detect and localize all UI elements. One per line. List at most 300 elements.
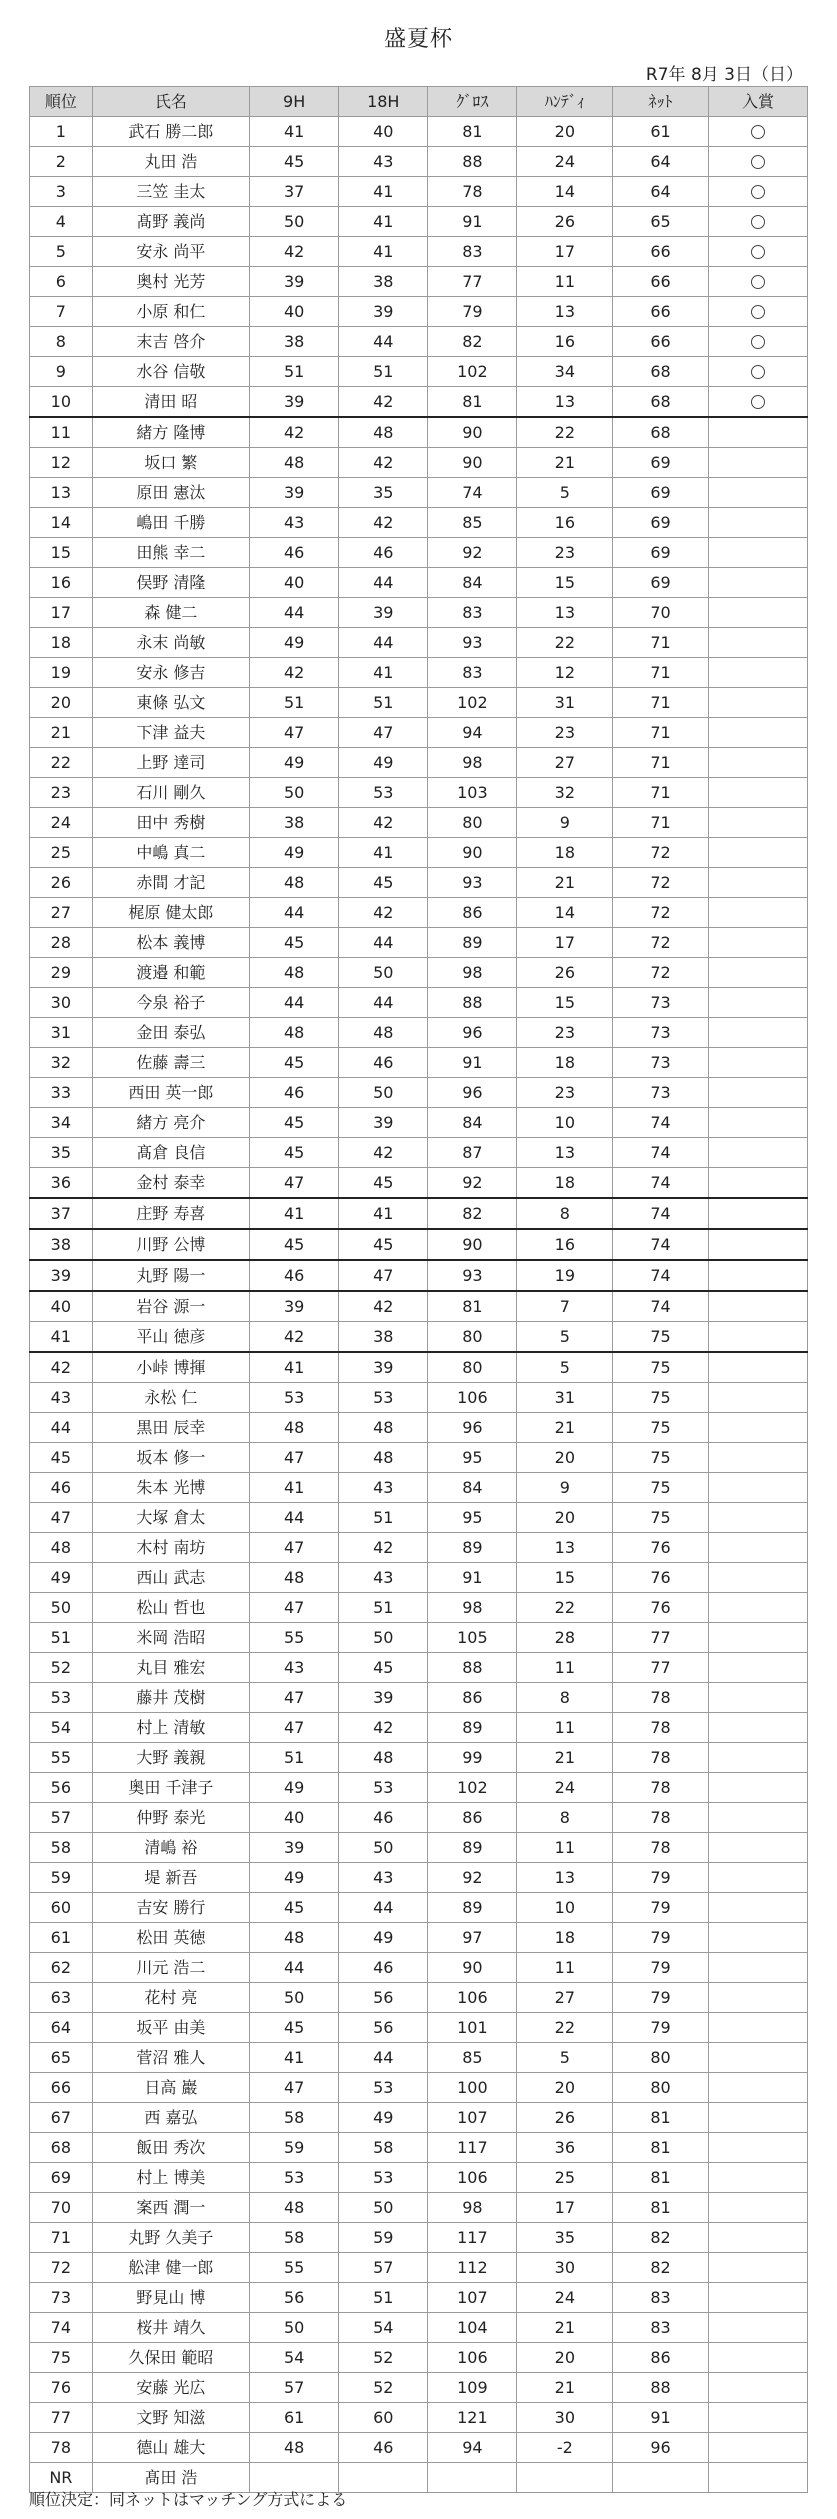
gross-cell: 82 bbox=[428, 327, 517, 357]
back-nine-cell: 41 bbox=[339, 1198, 428, 1229]
name-cell: 佐藤 壽三 bbox=[92, 1048, 249, 1078]
front-nine-cell: 59 bbox=[250, 2133, 339, 2163]
table-row bbox=[30, 1048, 808, 1078]
circle-icon bbox=[751, 335, 765, 349]
front-nine-cell: 40 bbox=[250, 1803, 339, 1833]
gross-cell: 100 bbox=[428, 2073, 517, 2103]
prize-cell bbox=[708, 1383, 807, 1413]
back-nine-cell: 53 bbox=[339, 778, 428, 808]
table-row bbox=[30, 988, 808, 1018]
back-nine-cell: 50 bbox=[339, 958, 428, 988]
front-nine-cell: 40 bbox=[250, 568, 339, 598]
front-nine-cell: 45 bbox=[250, 928, 339, 958]
name-cell: 文野 知滋 bbox=[92, 2403, 249, 2433]
name-cell: 金田 泰弘 bbox=[92, 1018, 249, 1048]
front-nine-cell: 50 bbox=[250, 778, 339, 808]
table-row bbox=[30, 1322, 808, 1353]
handicap-cell: 31 bbox=[517, 1383, 613, 1413]
rank-cell: 35 bbox=[30, 1138, 93, 1168]
prize-cell bbox=[708, 718, 807, 748]
name-cell: 川元 浩二 bbox=[92, 1953, 249, 1983]
table-row bbox=[30, 1953, 808, 1983]
handicap-cell: 9 bbox=[517, 1473, 613, 1503]
name-cell: 黒田 辰幸 bbox=[92, 1413, 249, 1443]
back-nine-cell: 40 bbox=[339, 117, 428, 147]
front-nine-cell: 50 bbox=[250, 207, 339, 237]
gross-cell: 84 bbox=[428, 1473, 517, 1503]
front-nine-cell: 47 bbox=[250, 2073, 339, 2103]
rank-cell: 66 bbox=[30, 2073, 93, 2103]
back-nine-cell: 56 bbox=[339, 1983, 428, 2013]
front-nine-cell: 41 bbox=[250, 1473, 339, 1503]
front-nine-cell: 39 bbox=[250, 1833, 339, 1863]
prize-cell bbox=[708, 1198, 807, 1229]
table-row bbox=[30, 2013, 808, 2043]
gross-cell: 91 bbox=[428, 207, 517, 237]
back-nine-cell: 44 bbox=[339, 988, 428, 1018]
name-cell: 松山 哲也 bbox=[92, 1593, 249, 1623]
back-nine-cell: 46 bbox=[339, 1803, 428, 1833]
gross-cell: 89 bbox=[428, 1533, 517, 1563]
table-row bbox=[30, 1743, 808, 1773]
gross-cell: 104 bbox=[428, 2313, 517, 2343]
table-row bbox=[30, 1413, 808, 1443]
table-row bbox=[30, 2433, 808, 2463]
net-cell: 78 bbox=[613, 1713, 709, 1743]
table-row bbox=[30, 1078, 808, 1108]
gross-cell: 95 bbox=[428, 1443, 517, 1473]
net-cell: 83 bbox=[613, 2283, 709, 2313]
rank-cell: 27 bbox=[30, 898, 93, 928]
name-cell: 堤 新吾 bbox=[92, 1863, 249, 1893]
name-cell: 水谷 信敬 bbox=[92, 357, 249, 387]
front-nine-cell: 47 bbox=[250, 1713, 339, 1743]
table-row bbox=[30, 207, 808, 237]
net-cell: 64 bbox=[613, 177, 709, 207]
handicap-cell bbox=[517, 2463, 613, 2493]
front-nine-cell: 47 bbox=[250, 1443, 339, 1473]
gross-cell: 83 bbox=[428, 598, 517, 628]
front-nine-cell: 41 bbox=[250, 2043, 339, 2073]
front-nine-cell: 44 bbox=[250, 988, 339, 1018]
gross-cell: 98 bbox=[428, 1593, 517, 1623]
gross-cell: 97 bbox=[428, 1923, 517, 1953]
gross-cell: 105 bbox=[428, 1623, 517, 1653]
back-nine-cell: 44 bbox=[339, 327, 428, 357]
net-cell: 72 bbox=[613, 928, 709, 958]
handicap-cell: 13 bbox=[517, 1533, 613, 1563]
front-nine-cell: 58 bbox=[250, 2223, 339, 2253]
rank-cell: 33 bbox=[30, 1078, 93, 1108]
gross-cell: 102 bbox=[428, 688, 517, 718]
table-row bbox=[30, 688, 808, 718]
handicap-cell: -2 bbox=[517, 2433, 613, 2463]
rank-cell: 15 bbox=[30, 538, 93, 568]
prize-cell bbox=[708, 1683, 807, 1713]
back-nine-cell: 50 bbox=[339, 1078, 428, 1108]
rank-cell: 40 bbox=[30, 1291, 93, 1322]
back-nine-cell bbox=[339, 2463, 428, 2493]
table-row bbox=[30, 1653, 808, 1683]
rank-cell: 78 bbox=[30, 2433, 93, 2463]
back-nine-cell: 48 bbox=[339, 417, 428, 448]
net-cell: 72 bbox=[613, 868, 709, 898]
header-handicap: ﾊﾝﾃﾞｨ bbox=[517, 87, 613, 117]
prize-cell bbox=[708, 598, 807, 628]
name-cell: 丸野 陽一 bbox=[92, 1260, 249, 1291]
handicap-cell: 5 bbox=[517, 1352, 613, 1383]
table-row bbox=[30, 2223, 808, 2253]
gross-cell: 78 bbox=[428, 177, 517, 207]
rank-cell: 68 bbox=[30, 2133, 93, 2163]
prize-cell bbox=[708, 207, 807, 237]
table-row bbox=[30, 748, 808, 778]
front-nine-cell: 55 bbox=[250, 1623, 339, 1653]
back-nine-cell: 51 bbox=[339, 1593, 428, 1623]
prize-cell bbox=[708, 2013, 807, 2043]
back-nine-cell: 46 bbox=[339, 2433, 428, 2463]
front-nine-cell: 49 bbox=[250, 1863, 339, 1893]
handicap-cell: 18 bbox=[517, 1923, 613, 1953]
back-nine-cell: 41 bbox=[339, 838, 428, 868]
prize-cell bbox=[708, 1533, 807, 1563]
gross-cell: 91 bbox=[428, 1563, 517, 1593]
back-nine-cell: 48 bbox=[339, 1443, 428, 1473]
name-cell: 中嶋 真二 bbox=[92, 838, 249, 868]
prize-cell bbox=[708, 508, 807, 538]
rank-cell: 17 bbox=[30, 598, 93, 628]
net-cell: 73 bbox=[613, 988, 709, 1018]
rank-cell: 28 bbox=[30, 928, 93, 958]
name-cell: 野見山 博 bbox=[92, 2283, 249, 2313]
rank-cell: 52 bbox=[30, 1653, 93, 1683]
net-cell: 78 bbox=[613, 1683, 709, 1713]
net-cell: 75 bbox=[613, 1383, 709, 1413]
name-cell: 小峠 博揮 bbox=[92, 1352, 249, 1383]
net-cell: 66 bbox=[613, 327, 709, 357]
handicap-cell: 34 bbox=[517, 357, 613, 387]
name-cell: 米岡 浩昭 bbox=[92, 1623, 249, 1653]
net-cell: 69 bbox=[613, 508, 709, 538]
front-nine-cell: 49 bbox=[250, 838, 339, 868]
handicap-cell: 24 bbox=[517, 1773, 613, 1803]
name-cell: 髙倉 良信 bbox=[92, 1138, 249, 1168]
back-nine-cell: 49 bbox=[339, 1923, 428, 1953]
rank-cell: 22 bbox=[30, 748, 93, 778]
prize-cell bbox=[708, 2133, 807, 2163]
handicap-cell: 11 bbox=[517, 1953, 613, 1983]
back-nine-cell: 42 bbox=[339, 1533, 428, 1563]
handicap-cell: 11 bbox=[517, 1713, 613, 1743]
table-row bbox=[30, 1291, 808, 1322]
front-nine-cell: 50 bbox=[250, 1983, 339, 2013]
table-row bbox=[30, 568, 808, 598]
rank-cell: 4 bbox=[30, 207, 93, 237]
front-nine-cell: 39 bbox=[250, 267, 339, 297]
circle-icon bbox=[751, 155, 765, 169]
rank-cell: 11 bbox=[30, 417, 93, 448]
gross-cell: 90 bbox=[428, 417, 517, 448]
net-cell: 74 bbox=[613, 1108, 709, 1138]
prize-cell bbox=[708, 2403, 807, 2433]
rank-cell: 64 bbox=[30, 2013, 93, 2043]
table-row bbox=[30, 808, 808, 838]
gross-cell: 84 bbox=[428, 568, 517, 598]
back-nine-cell: 39 bbox=[339, 1352, 428, 1383]
net-cell: 66 bbox=[613, 297, 709, 327]
net-cell: 75 bbox=[613, 1322, 709, 1353]
handicap-cell: 35 bbox=[517, 2223, 613, 2253]
handicap-cell: 18 bbox=[517, 1168, 613, 1199]
rank-cell: 19 bbox=[30, 658, 93, 688]
prize-cell bbox=[708, 778, 807, 808]
back-nine-cell: 38 bbox=[339, 1322, 428, 1353]
name-cell: 清田 昭 bbox=[92, 387, 249, 418]
prize-cell bbox=[708, 1168, 807, 1199]
net-cell: 76 bbox=[613, 1563, 709, 1593]
front-nine-cell: 48 bbox=[250, 1018, 339, 1048]
gross-cell: 101 bbox=[428, 2013, 517, 2043]
name-cell: 嶋田 千勝 bbox=[92, 508, 249, 538]
front-nine-cell: 45 bbox=[250, 1108, 339, 1138]
back-nine-cell: 54 bbox=[339, 2313, 428, 2343]
prize-cell bbox=[708, 2253, 807, 2283]
gross-cell: 107 bbox=[428, 2103, 517, 2133]
net-cell: 69 bbox=[613, 478, 709, 508]
handicap-cell: 12 bbox=[517, 658, 613, 688]
rank-cell: 7 bbox=[30, 297, 93, 327]
prize-cell bbox=[708, 1593, 807, 1623]
net-cell: 78 bbox=[613, 1833, 709, 1863]
prize-cell bbox=[708, 1923, 807, 1953]
front-nine-cell: 38 bbox=[250, 327, 339, 357]
net-cell: 75 bbox=[613, 1473, 709, 1503]
handicap-cell: 18 bbox=[517, 1048, 613, 1078]
front-nine-cell: 46 bbox=[250, 538, 339, 568]
header-row bbox=[30, 87, 808, 117]
table-row bbox=[30, 958, 808, 988]
name-cell: 吉安 勝行 bbox=[92, 1893, 249, 1923]
handicap-cell: 21 bbox=[517, 868, 613, 898]
table-row bbox=[30, 658, 808, 688]
net-cell: 79 bbox=[613, 1983, 709, 2013]
rank-cell: 29 bbox=[30, 958, 93, 988]
name-cell: 大塚 倉太 bbox=[92, 1503, 249, 1533]
name-cell: 飯田 秀次 bbox=[92, 2133, 249, 2163]
front-nine-cell: 53 bbox=[250, 2163, 339, 2193]
rank-cell: 13 bbox=[30, 478, 93, 508]
prize-cell bbox=[708, 1291, 807, 1322]
net-cell: 78 bbox=[613, 1773, 709, 1803]
circle-icon bbox=[751, 395, 765, 409]
net-cell: 74 bbox=[613, 1229, 709, 1260]
net-cell: 79 bbox=[613, 1863, 709, 1893]
net-cell: 71 bbox=[613, 718, 709, 748]
handicap-cell: 26 bbox=[517, 2103, 613, 2133]
page-title: 盛夏杯 bbox=[383, 27, 453, 52]
back-nine-cell: 43 bbox=[339, 1863, 428, 1893]
net-cell: 75 bbox=[613, 1413, 709, 1443]
table-row bbox=[30, 2283, 808, 2313]
rank-cell: 9 bbox=[30, 357, 93, 387]
handicap-cell: 15 bbox=[517, 988, 613, 1018]
header-name: 氏名 bbox=[92, 87, 249, 117]
gross-cell: 98 bbox=[428, 958, 517, 988]
net-cell: 75 bbox=[613, 1443, 709, 1473]
prize-cell bbox=[708, 1413, 807, 1443]
gross-cell: 106 bbox=[428, 2163, 517, 2193]
net-cell: 77 bbox=[613, 1623, 709, 1653]
name-cell: 東條 弘文 bbox=[92, 688, 249, 718]
name-cell: 安永 尚平 bbox=[92, 237, 249, 267]
back-nine-cell: 60 bbox=[339, 2403, 428, 2433]
rank-cell: 44 bbox=[30, 1413, 93, 1443]
table-row bbox=[30, 1863, 808, 1893]
front-nine-cell: 51 bbox=[250, 357, 339, 387]
prize-cell bbox=[708, 1983, 807, 2013]
rank-cell: 26 bbox=[30, 868, 93, 898]
name-cell: 村上 清敏 bbox=[92, 1713, 249, 1743]
rank-cell: 59 bbox=[30, 1863, 93, 1893]
table-row bbox=[30, 1229, 808, 1260]
net-cell: 81 bbox=[613, 2163, 709, 2193]
prize-cell bbox=[708, 1078, 807, 1108]
handicap-cell: 36 bbox=[517, 2133, 613, 2163]
name-cell: 今泉 裕子 bbox=[92, 988, 249, 1018]
gross-cell: 98 bbox=[428, 2193, 517, 2223]
table-row bbox=[30, 1773, 808, 1803]
back-nine-cell: 43 bbox=[339, 1563, 428, 1593]
handicap-cell: 25 bbox=[517, 2163, 613, 2193]
back-nine-cell: 44 bbox=[339, 568, 428, 598]
prize-cell bbox=[708, 147, 807, 177]
back-nine-cell: 46 bbox=[339, 1953, 428, 1983]
front-nine-cell: 47 bbox=[250, 1168, 339, 1199]
table-row bbox=[30, 177, 808, 207]
gross-cell: 82 bbox=[428, 1198, 517, 1229]
net-cell: 81 bbox=[613, 2193, 709, 2223]
handicap-cell: 8 bbox=[517, 1683, 613, 1713]
name-cell: 小原 和仁 bbox=[92, 297, 249, 327]
gross-cell: 91 bbox=[428, 1048, 517, 1078]
gross-cell: 106 bbox=[428, 2343, 517, 2373]
rank-cell: 12 bbox=[30, 448, 93, 478]
rank-cell: 55 bbox=[30, 1743, 93, 1773]
handicap-cell: 20 bbox=[517, 1443, 613, 1473]
rank-cell: 60 bbox=[30, 1893, 93, 1923]
table-row bbox=[30, 928, 808, 958]
net-cell: 83 bbox=[613, 2313, 709, 2343]
prize-cell bbox=[708, 448, 807, 478]
net-cell: 74 bbox=[613, 1291, 709, 1322]
table-row bbox=[30, 598, 808, 628]
front-nine-cell: 47 bbox=[250, 718, 339, 748]
prize-cell bbox=[708, 988, 807, 1018]
gross-cell: 107 bbox=[428, 2283, 517, 2313]
gross-cell: 80 bbox=[428, 1322, 517, 1353]
net-cell bbox=[613, 2463, 709, 2493]
front-nine-cell: 56 bbox=[250, 2283, 339, 2313]
prize-cell bbox=[708, 237, 807, 267]
table-row bbox=[30, 538, 808, 568]
handicap-cell: 23 bbox=[517, 1078, 613, 1108]
handicap-cell: 5 bbox=[517, 478, 613, 508]
handicap-cell: 20 bbox=[517, 117, 613, 147]
prize-cell bbox=[708, 658, 807, 688]
prize-cell bbox=[708, 628, 807, 658]
rank-cell: 41 bbox=[30, 1322, 93, 1353]
table-row bbox=[30, 2373, 808, 2403]
circle-icon bbox=[751, 245, 765, 259]
rank-cell: 25 bbox=[30, 838, 93, 868]
table-row bbox=[30, 327, 808, 357]
net-cell: 75 bbox=[613, 1503, 709, 1533]
handicap-cell: 17 bbox=[517, 2193, 613, 2223]
handicap-cell: 16 bbox=[517, 1229, 613, 1260]
rank-cell: 6 bbox=[30, 267, 93, 297]
handicap-cell: 7 bbox=[517, 1291, 613, 1322]
handicap-cell: 16 bbox=[517, 327, 613, 357]
prize-cell bbox=[708, 2043, 807, 2073]
gross-cell: 96 bbox=[428, 1018, 517, 1048]
net-cell: 80 bbox=[613, 2043, 709, 2073]
front-nine-cell: 43 bbox=[250, 508, 339, 538]
table-row bbox=[30, 1473, 808, 1503]
header-gross: ｸﾞﾛｽ bbox=[428, 87, 517, 117]
handicap-cell: 22 bbox=[517, 417, 613, 448]
table-row bbox=[30, 898, 808, 928]
back-nine-cell: 39 bbox=[339, 297, 428, 327]
rank-cell: 37 bbox=[30, 1198, 93, 1229]
net-cell: 81 bbox=[613, 2133, 709, 2163]
name-cell: 丸田 浩 bbox=[92, 147, 249, 177]
back-nine-cell: 39 bbox=[339, 598, 428, 628]
handicap-cell: 23 bbox=[517, 538, 613, 568]
table-row bbox=[30, 1803, 808, 1833]
rank-cell: 38 bbox=[30, 1229, 93, 1260]
net-cell: 66 bbox=[613, 267, 709, 297]
back-nine-cell: 41 bbox=[339, 207, 428, 237]
back-nine-cell: 42 bbox=[339, 808, 428, 838]
rank-cell: 20 bbox=[30, 688, 93, 718]
back-nine-cell: 42 bbox=[339, 387, 428, 418]
circle-icon bbox=[751, 185, 765, 199]
net-cell: 96 bbox=[613, 2433, 709, 2463]
handicap-cell: 5 bbox=[517, 2043, 613, 2073]
front-nine-cell: 44 bbox=[250, 1503, 339, 1533]
table-row bbox=[30, 1533, 808, 1563]
prize-cell bbox=[708, 1048, 807, 1078]
front-nine-cell: 57 bbox=[250, 2373, 339, 2403]
rank-cell: 8 bbox=[30, 327, 93, 357]
rank-cell: 67 bbox=[30, 2103, 93, 2133]
name-cell: 庄野 寿喜 bbox=[92, 1198, 249, 1229]
front-nine-cell: 42 bbox=[250, 658, 339, 688]
front-nine-cell: 47 bbox=[250, 1683, 339, 1713]
net-cell: 68 bbox=[613, 387, 709, 418]
prize-cell bbox=[708, 1773, 807, 1803]
gross-cell: 79 bbox=[428, 297, 517, 327]
back-nine-cell: 39 bbox=[339, 1683, 428, 1713]
back-nine-cell: 51 bbox=[339, 2283, 428, 2313]
table-row bbox=[30, 1260, 808, 1291]
name-cell: 花村 亮 bbox=[92, 1983, 249, 2013]
back-nine-cell: 46 bbox=[339, 1048, 428, 1078]
gross-cell: 90 bbox=[428, 838, 517, 868]
handicap-cell: 21 bbox=[517, 448, 613, 478]
rank-cell: 62 bbox=[30, 1953, 93, 1983]
rank-cell: 42 bbox=[30, 1352, 93, 1383]
